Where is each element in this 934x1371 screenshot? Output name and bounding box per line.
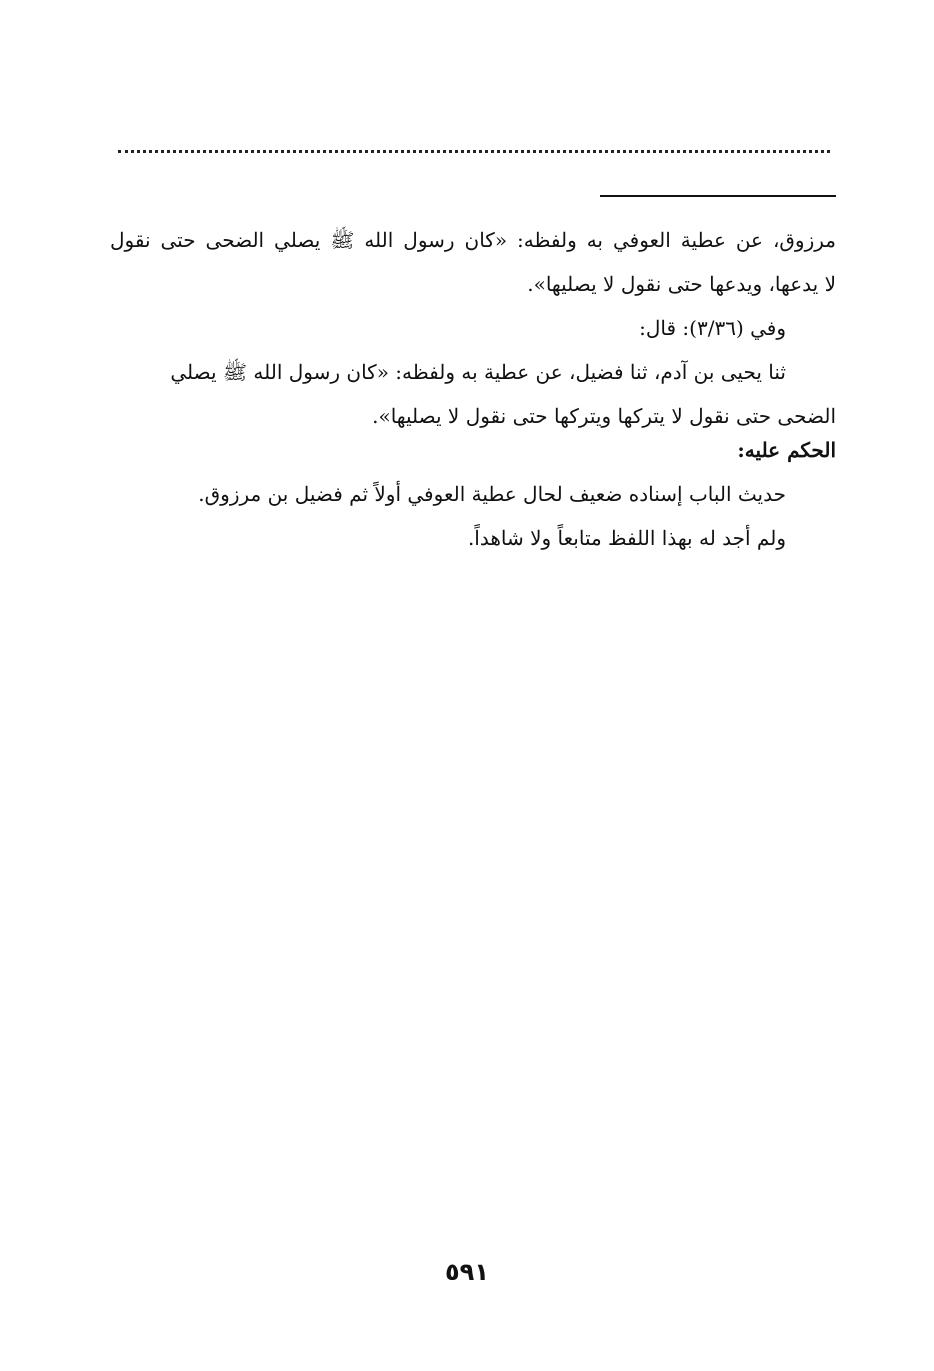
ruling-line-2: ولم أجد له بهذا اللفظ متابعاً ولا شاهداً. xyxy=(467,526,786,550)
footnote-line-4: ثنا يحيى بن آدم، ثنا فضيل، عن عطية به ولفظه: «كان رسول الله ﷺ يصلي xyxy=(170,360,786,384)
ruling-section xyxy=(110,428,836,560)
footnote-line-1: مرزوق، عن عطية العوفي به ولفظه: «كان رسول الله ﷺ يصلي الضحى حتى نقول xyxy=(110,228,836,252)
page-number: ٥٩١ xyxy=(445,1258,489,1286)
footnote-rule xyxy=(600,195,836,197)
footnote-line-5: الضحى حتى نقول لا يتركها ويتركها حتى نقول لا يصليها». xyxy=(372,404,836,428)
footnote-text xyxy=(110,218,836,438)
footnote-line-2: لا يدعها، ويدعها حتى نقول لا يصليها». xyxy=(527,272,836,296)
ruling-line-1: حديث الباب إسناده ضعيف لحال عطية العوفي أولاً ثم فضيل بن مرزوق. xyxy=(198,482,786,506)
dotted-separator xyxy=(118,150,830,153)
ruling-heading: الحكم عليه: xyxy=(737,438,836,462)
footnote-line-3: وفي (٣/٣٦): قال: xyxy=(639,316,786,340)
